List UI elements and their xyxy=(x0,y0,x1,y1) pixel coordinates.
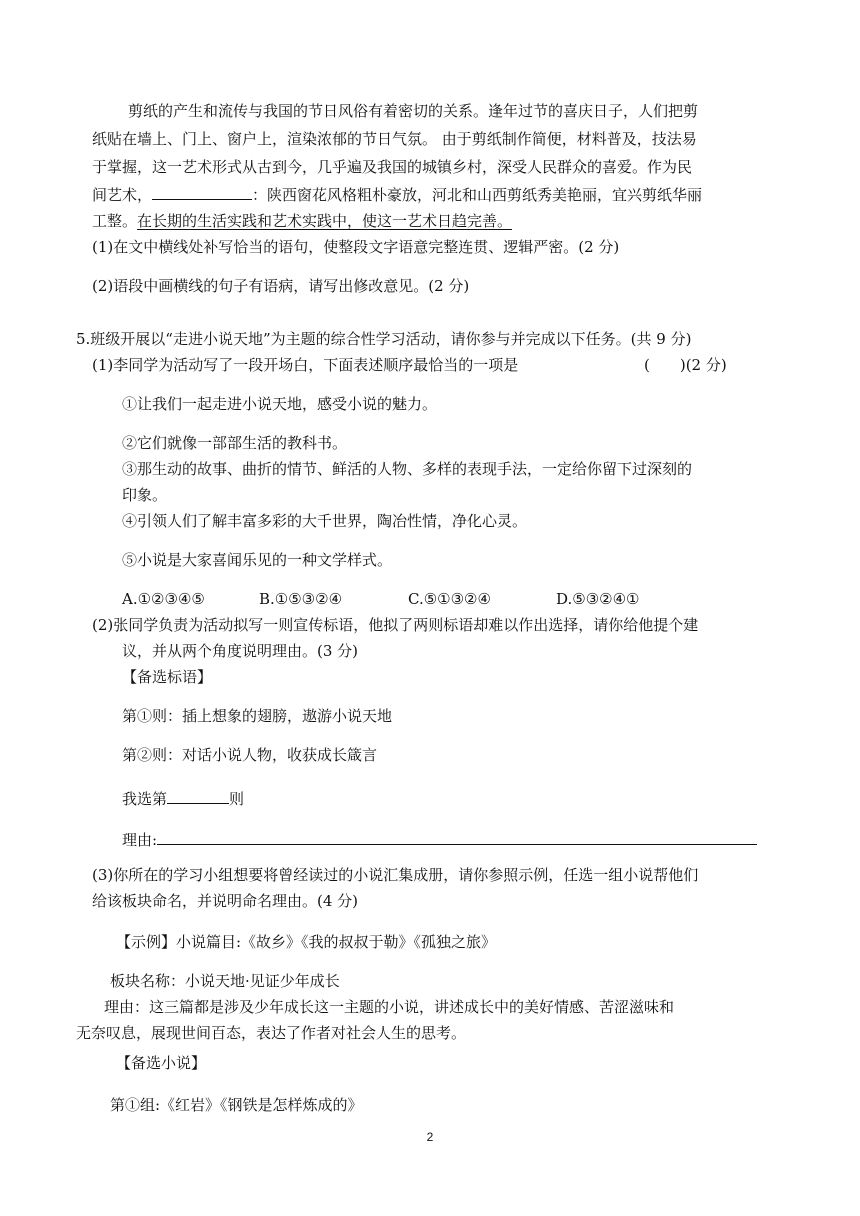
choose-label: 我选第 xyxy=(122,790,168,808)
passage-line-5-start: 工整。 xyxy=(92,212,138,230)
slogan-2: 第②则：对话小说人物，收获成长箴言 xyxy=(122,746,378,764)
passage-line-4-start: 间艺术， xyxy=(92,186,153,204)
q5-sub3-line-2: 给该板块命名，并说明命名理由。(4 分) xyxy=(92,892,359,910)
option-b[interactable]: B.①⑤③②④ xyxy=(259,590,343,608)
sentence-1: ①让我们一起走进小说天地，感受小说的魅力。 xyxy=(122,395,438,413)
q5-sub2-line-2: 议，并从两个角度说明理由。(3 分) xyxy=(122,642,359,660)
novels-heading: 【备选小说】 xyxy=(116,1054,207,1072)
fill-in-blank[interactable] xyxy=(152,185,252,200)
passage-line-5 xyxy=(92,211,512,231)
slogan-heading: 【备选标语】 xyxy=(122,668,213,686)
page-number: 2 xyxy=(426,1130,434,1144)
block-name: 板块名称：小说天地·见证少年成长 xyxy=(110,972,340,990)
passage-line-1: 剪纸的产生和流传与我国的节日风俗有着密切的关系。逢年过节的喜庆日子，人们把剪 xyxy=(128,102,699,120)
novel-group-1: 第①组:《红岩》《钢铁是怎样炼成的》 xyxy=(110,1096,363,1114)
sentence-5: ⑤小说是大家喜闻乐见的一种文学样式。 xyxy=(122,551,393,569)
sentence-4: ④引领人们了解丰富多彩的大千世界，陶冶性情，净化心灵。 xyxy=(122,512,528,530)
example-line: 【示例】小说篇目:《故乡》《我的叔叔于勒》《孤独之旅》 xyxy=(116,933,497,951)
example-reason-1: 理由：这三篇都是涉及少年成长这一主题的小说，讲述成长中的美好情感、苦涩滋味和 xyxy=(104,998,675,1016)
q4-sub2: (2)语段中画横线的句子有语病，请写出修改意见。(2 分) xyxy=(92,277,470,295)
choose-suffix: 则 xyxy=(229,790,245,808)
passage-line-4 xyxy=(92,185,702,205)
reason-blank[interactable] xyxy=(157,830,757,845)
q5-title: 5.班级开展以“走进小说天地”为主题的综合性学习活动，请你参与并完成以下任务。(共 9 分) xyxy=(76,330,692,348)
sentence-3a: ③那生动的故事、曲折的情节、鲜活的人物、多样的表现手法，一定给你留下过深刻的 xyxy=(122,460,693,478)
underlined-sentence: 在长期的生活实践和艺术实践中，使这一艺术日趋完善。 xyxy=(137,212,513,230)
option-a[interactable]: A.①②③④⑤ xyxy=(122,590,205,608)
choose-line xyxy=(122,789,244,809)
example-reason-2: 无奈叹息，展现世间百态，表达了作者对社会人生的思考。 xyxy=(76,1024,467,1042)
sentence-3b: 印象。 xyxy=(122,486,168,504)
passage-line-4-end: ：陕西窗花风格粗朴豪放，河北和山西剪纸秀美艳丽，宜兴剪纸华丽 xyxy=(252,186,703,204)
q5-sub3-line-1: (3)你所在的学习小组想要将曾经读过的小说汇集成册，请你参照示例，任选一组小说帮他们 xyxy=(92,866,699,884)
answer-bracket[interactable]: ( )(2 分) xyxy=(644,356,727,374)
reason-line xyxy=(122,830,757,850)
reason-label: 理由: xyxy=(122,831,158,849)
option-d[interactable]: D.⑤③②④① xyxy=(556,590,640,608)
option-c[interactable]: C.⑤①③②④ xyxy=(408,590,491,608)
q5-sub1-question: (1)李同学为活动写了一段开场白，下面表述顺序最恰当的一项是 xyxy=(92,356,519,374)
q4-sub1: (1)在文中横线处补写恰当的语句，使整段文字语意完整连贯、逻辑严密。(2 分) xyxy=(92,238,620,256)
passage-line-2: 纸贴在墙上、门上、窗户上，渲染浓郁的节日气氛。 由于剪纸制作简便，材料普及，技法易 xyxy=(92,130,697,148)
choose-blank[interactable] xyxy=(167,789,229,804)
q5-sub2-line-1: (2)张同学负责为活动拟写一则宣传标语，他拟了两则标语却难以作出选择，请你给他提个建 xyxy=(92,616,699,634)
sentence-2: ②它们就像一部部生活的教科书。 xyxy=(122,434,348,452)
slogan-1: 第①则：插上想象的翅膀，遨游小说天地 xyxy=(122,707,393,725)
passage-line-3: 于掌握，这一艺术形式从古到今，几乎遍及我国的城镇乡村，深受人民群众的喜爱。作为民 xyxy=(92,158,693,176)
